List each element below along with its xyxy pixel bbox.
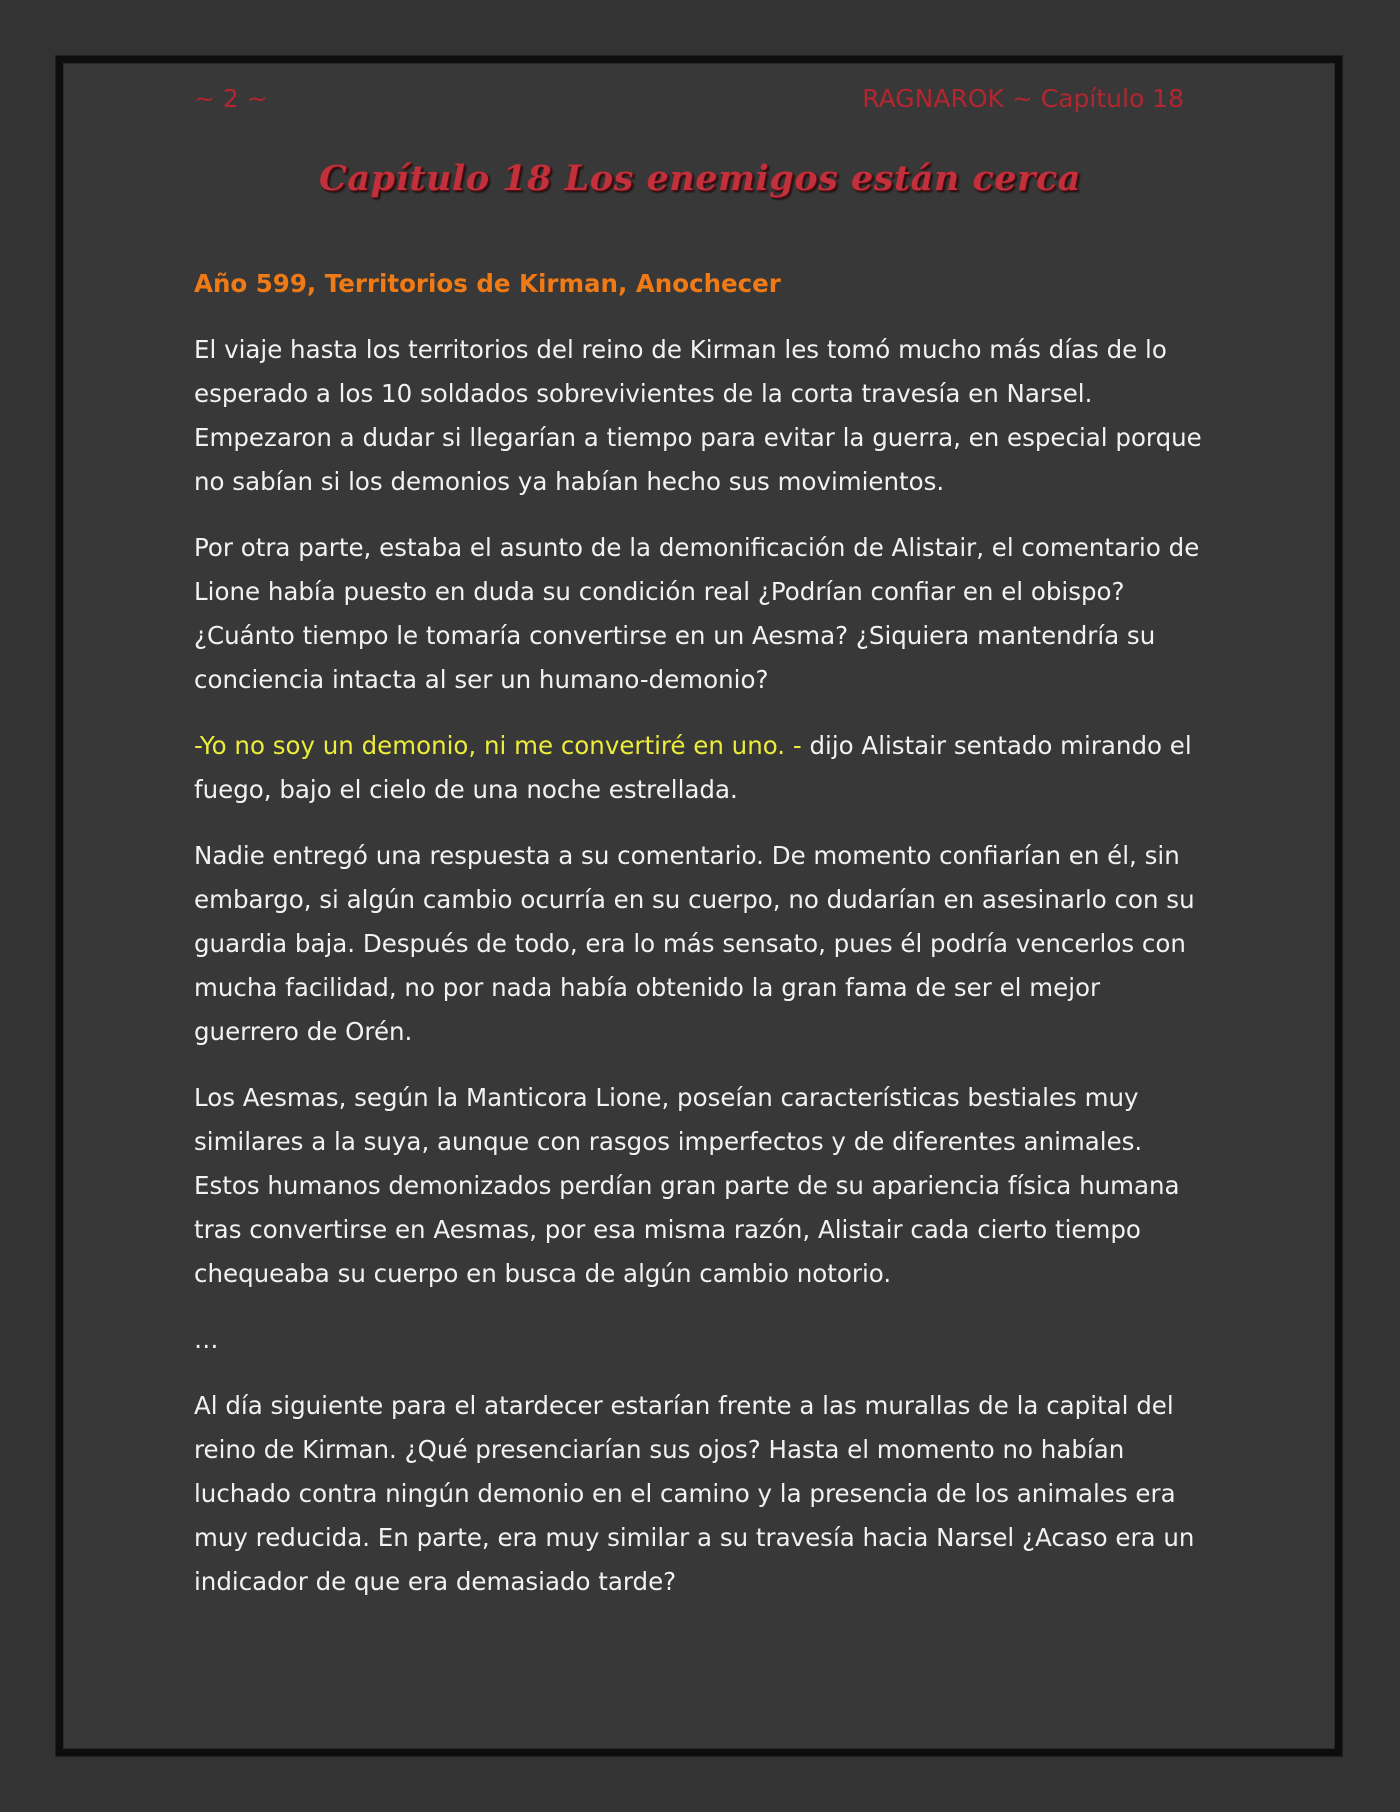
dialogue-line: -Yo no soy un demonio, ni me convertiré en uno. -	[194, 731, 802, 760]
scene-heading: Año 599, Territorios de Kirman, Anochecer	[194, 269, 781, 298]
page-header	[194, 84, 1184, 120]
scene-separator: …	[194, 1325, 219, 1354]
paragraph-1: El viaje hasta los territorios del reino de Kirman les tomó mucho más días de lo esperado a los 10 soldados sobrevivientes de la corta travesía en Narsel. Empezaron a dudar si llegarían a tiempo para evitar la guerra, en especial porque no sabían si los demonios ya habían hecho sus movimientos.	[194, 335, 1202, 496]
chapter-body	[194, 262, 1204, 1626]
paragraph-6: Al día siguiente para el atardecer estarían frente a las murallas de la capital del reino de Kirman. ¿Qué presenciarían sus ojos? Hasta el momento no habían luchado contra ningún demonio en el camino y la presencia de los animales era muy reducida. En parte, era muy similar a su travesía hacia Narsel ¿Acaso era un indicador de que era demasiado tarde?	[194, 1391, 1195, 1596]
dialogue-narration: dijo Alistair sentado mirando el fuego, bajo el cielo de una noche estrellada.	[194, 731, 1192, 804]
paragraph-5: Los Aesmas, según la Manticora Lione, poseían características bestiales muy similares a la suya, aunque con rasgos imperfectos y de diferentes animales. Estos humanos demonizados perdían gran parte de su apariencia física humana tras convertirse en Aesmas, por esa misma razón, Alistair cada cierto tiempo chequeaba su cuerpo en busca de algún cambio notorio.	[194, 1083, 1180, 1288]
running-header: RAGNAROK ~ Capítulo 18	[862, 84, 1184, 113]
paragraph-2: Por otra parte, estaba el asunto de la demonificación de Alistair, el comentario de Lione había puesto en duda su condición real ¿Podrían confiar en el obispo? ¿Cuánto tiempo le tomaría convertirse en un Aesma? ¿Siquiera mantendría su conciencia intacta al ser un humano-demonio?	[194, 533, 1200, 694]
paragraph-4: Nadie entregó una respuesta a su comentario. De momento confiarían en él, sin embargo, si algún cambio ocurría en su cuerpo, no dudarían en asesinarlo con su guardia baja. Después de todo, era lo más sensato, pues él podría vencerlos con mucha facilidad, no por nada había obtenido la gran fama de ser el mejor guerrero de Orén.	[194, 841, 1195, 1046]
paragraph-3	[194, 724, 1204, 812]
page-number: ~ 2 ~	[194, 84, 268, 113]
chapter-title: Capítulo 18 Los enemigos están cerca	[319, 158, 1081, 199]
